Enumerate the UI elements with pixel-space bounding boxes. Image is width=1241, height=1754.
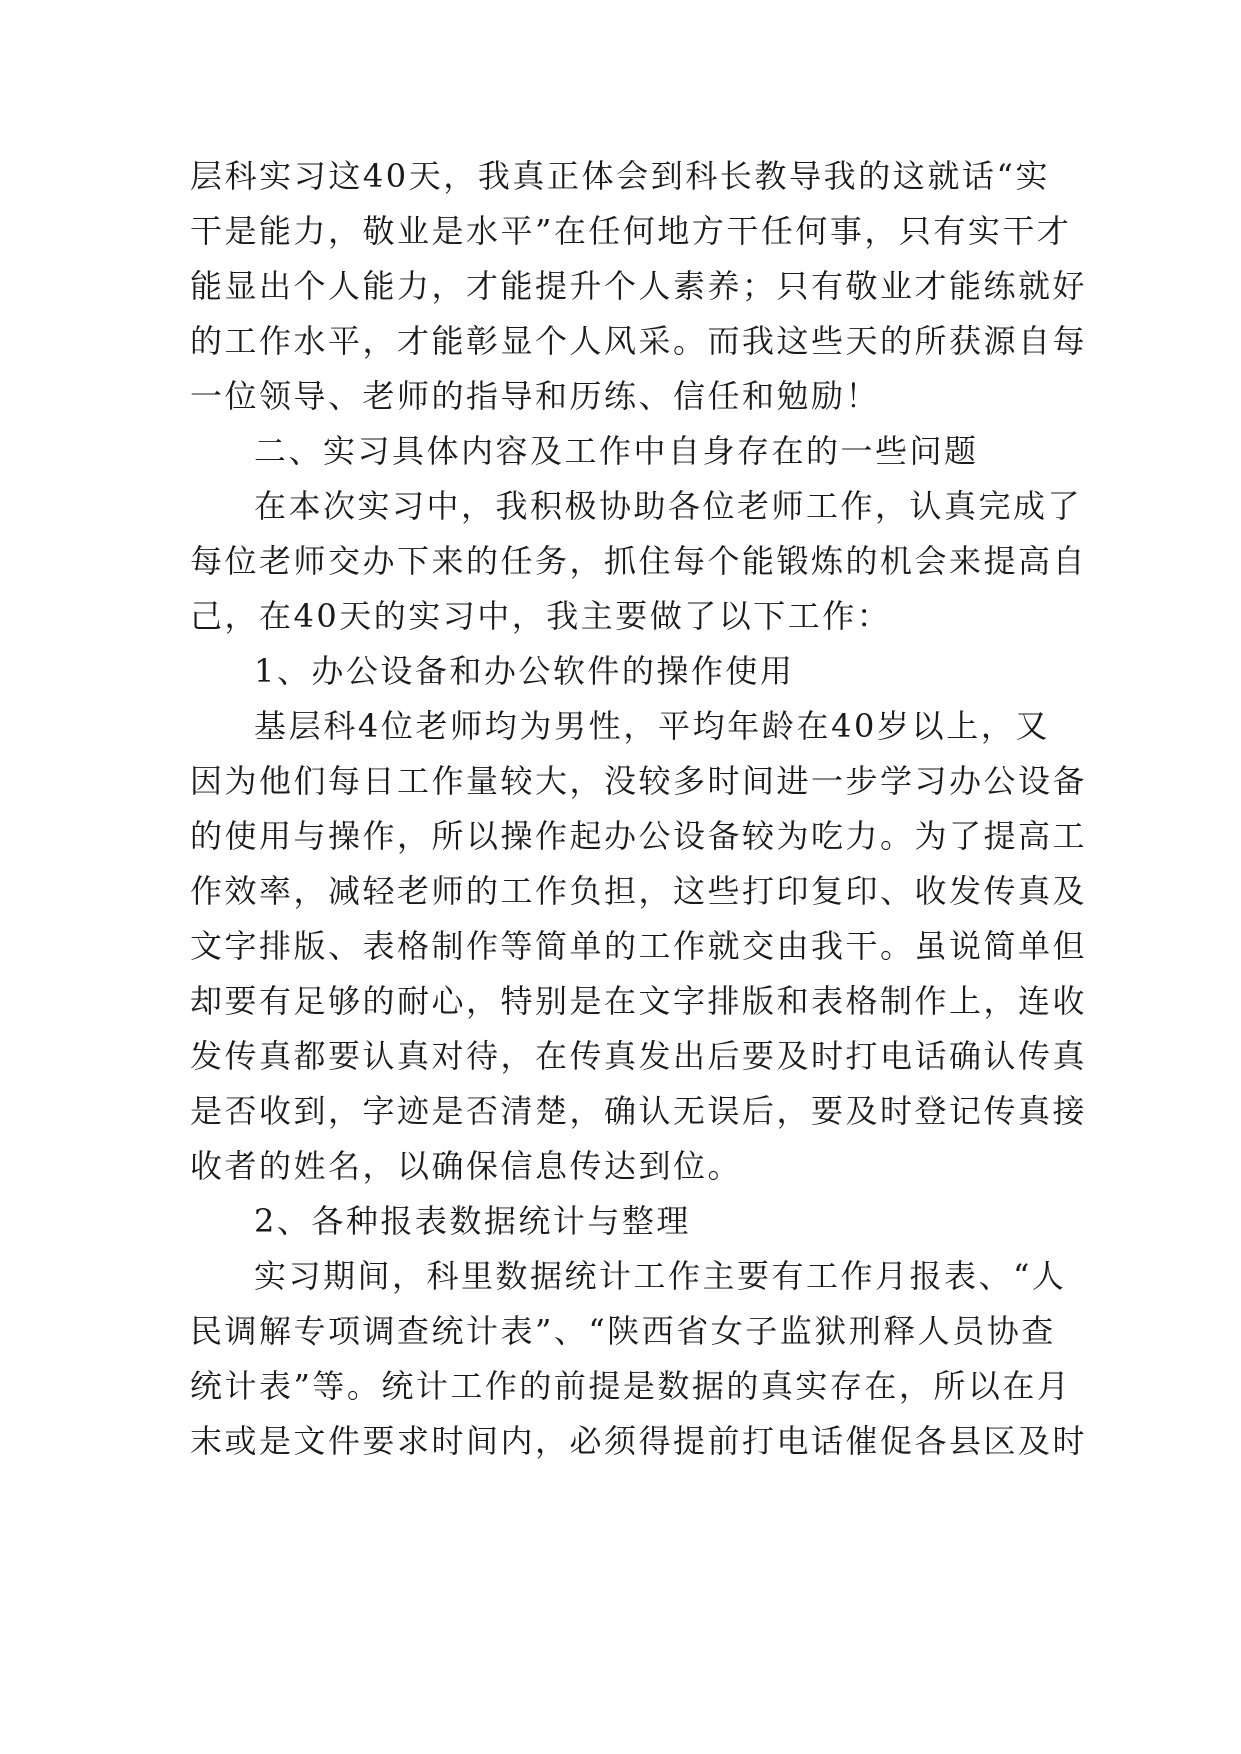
body-text-line: 己，在40天的实习中，我主要做了以下工作：: [190, 597, 892, 635]
document-body: [190, 157, 1088, 1480]
body-text-line: 的使用与操作，所以操作起办公设备较为吃力。为了提高工: [190, 817, 1088, 855]
body-text-line: 统计表”等。统计工作的前提是数据的真实存在，所以在月: [190, 1367, 1072, 1405]
body-text-line: 的工作水平，才能彰显个人风采。而我这些天的所获源自每: [190, 322, 1088, 360]
body-text-line: 实习期间，科里数据统计工作主要有工作月报表、“人: [254, 1257, 1067, 1295]
body-text-line: 一位领导、老师的指导和历练、信任和勉励！: [190, 377, 881, 415]
body-text-line: 民调解专项调查统计表”、“陕西省女子监狱刑释人员协查: [190, 1312, 1056, 1350]
body-text-line: 收者的姓名，以确保信息传达到位。: [190, 1147, 743, 1185]
body-text-line: 干是能力，敬业是水平”在任何地方干任何事，只有实干才: [190, 212, 1072, 250]
body-text-line: 层科实习这40天，我真正体会到科长教导我的这就话“实: [190, 157, 1050, 195]
body-text-line: 末或是文件要求时间内，必须得提前打电话催促各县区及时: [190, 1422, 1088, 1460]
body-text-line: 作效率，减轻老师的工作负担，这些打印复印、收发传真及: [190, 872, 1088, 910]
body-text-line: 文字排版、表格制作等简单的工作就交由我干。虽说简单但: [190, 927, 1088, 965]
section-heading: 二、实习具体内容及工作中自身存在的一些问题: [254, 432, 979, 470]
body-text-line: 发传真都要认真对待，在传真发出后要及时打电话确认传真: [190, 1037, 1088, 1075]
body-text-line: 却要有足够的耐心，特别是在文字排版和表格制作上，连收: [190, 982, 1088, 1020]
body-text-line: 能显出个人能力，才能提升个人素养；只有敬业才能练就好: [190, 267, 1088, 305]
body-text-line: 在本次实习中，我积极协助各位老师工作，认真完成了: [254, 487, 1083, 525]
body-text-line: 因为他们每日工作量较大，没较多时间进一步学习办公设备: [190, 762, 1088, 800]
body-text-line: 基层科4位老师均为男性，平均年龄在40岁以上，又: [254, 707, 1050, 745]
body-text-line: 是否收到，字迹是否清楚，确认无误后，要及时登记传真接: [190, 1092, 1088, 1130]
body-text-line: 每位老师交办下来的任务，抓住每个能锻炼的机会来提高自: [190, 542, 1088, 580]
subsection-heading: 2、各种报表数据统计与整理: [254, 1202, 691, 1240]
subsection-heading: 1、办公设备和办公软件的操作使用: [254, 652, 795, 690]
